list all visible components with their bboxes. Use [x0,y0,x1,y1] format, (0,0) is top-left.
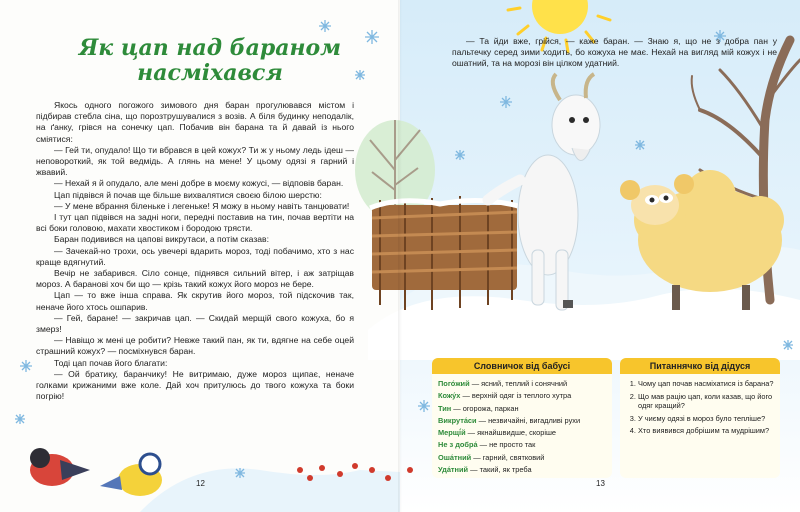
story-continuation [452,36,777,70]
glossary-heading: Словничок від бабусі [432,358,612,374]
glossary-item [438,378,606,390]
story-paragraph: Цап — то вже інша справа. Як скрутив його мороз, той підскочив так, неначе його хтось ошпарив. [36,290,354,312]
glossary-item [438,464,606,476]
glossary-definition: — якнайшвидше, скоріше [465,428,557,438]
story-paragraph: — У мене вбрання біленьке і легеньке! Я можу в ньому навіть танцювати! [54,200,350,211]
glossary-item [438,427,606,439]
glossary-word: Пого́жий [438,379,470,388]
glossary-box [432,358,612,478]
story-paragraph: Цап підвівся й почав ще більше вихвалятися своєю білою шерстю: [54,189,322,200]
story-paragraph: — Нехай я й опудало, але мені добре в моєму кожусі, — відповів баран. [54,178,344,189]
questions-heading: Питаннячко від дідуся [620,358,780,374]
story-paragraph: — Зачекай-но трохи, ось увечері вдарить мороз, тоді побачимо, хто з нас краще вдягнутий. [36,245,354,267]
glossary-word: Кожу́х [438,391,461,401]
glossary-word: Викрута́си [438,415,477,425]
glossary-definition: — такий, як треба [468,465,532,475]
questions-box [620,358,780,478]
glossary-definition: — не просто так [477,440,536,450]
story-paragraph: — Та йди вже, грійся, — каже баран. — Знаю я, що не з добра пан у пальтечку серед зими ходить, бо кожуха не має. Нехай на вигляд мій кожух і не ошатний, та на морозі він цілком удатний. [452,36,777,69]
glossary-item [438,439,606,451]
story-paragraph: Тоді цап почав його благати: [54,357,168,368]
question-item: 1. Чому цап почав насміхатися із барана? [638,379,774,389]
glossary-definition: — незвичайні, вигадливі рухи [476,415,581,425]
glossary-word: Уда́тний [438,465,469,475]
glossary-item [438,403,606,415]
glossary-word: Тин [438,403,452,413]
glossary-word: Оша́тний [438,452,472,462]
story-text [36,100,354,402]
story-title-line2: насміхався [137,60,283,86]
story-title [60,36,360,86]
story-paragraph: Вечір не забарився. Сіло сонце, піднявся сильний вітер, і аж затріщав мороз. А баранові хоч би що — крізь такий кожух його мороз не бере. [36,268,354,290]
story-paragraph: — Ой братику, баранчику! Не витримаю, дуже мороз щипає, неначе голками крижаними вже коле. Дай хоч притулюсь до твого кожуха та боки погрію! [36,368,354,402]
story-paragraph: Якось одного погожого зимового дня баран прогулювався містом і підбирав стебла сіна, що порозтрушувалися з возів. А біля будинку неподалік, на ґанку, грівся на сонечку цап. Побачив він барана та й давай із нього сміятися: [36,100,354,144]
glossary-item [438,390,606,402]
glossary-item [438,452,606,464]
glossary-definition: — огорожа, паркан [451,403,519,413]
story-paragraph: Баран подивився на цапові викрутаси, а потім сказав: [54,234,270,245]
blue-tit-icon [100,454,162,496]
questions-list [620,379,780,436]
glossary-definition: — ясний, теплий і сонячний [469,379,568,388]
story-paragraph: — Гей ти, опудало! Що ти вбрався в цей кожух? Ти ж у ньому ледь ідеш — неповороткий, як той ведмідь. А глянь на мене! У цьому одязі я гарний і жвавий. [36,144,354,178]
story-paragraph: І тут цап підвівся на задні ноги, передні поставив на тин, почав вертіти на всі боки головою, махати хвостиком і бородою трясти. [36,212,354,234]
page-number-right: 13 [596,479,605,488]
question-item: 2. Що мав рацію цап, коли казав, що його одяг кращий? [638,392,774,411]
story-paragraph: — Навіщо ж мені це робити? Невже такий пан, як ти, вдягне на себе оцей страшний кожух? — посміхнувся баран. [36,335,354,357]
story-title-line1: Як цап над бараном [78,35,342,61]
page-number-left: 12 [196,479,205,488]
glossary-word: Не з добра́ [438,440,478,450]
glossary-item [438,415,606,427]
page-gutter [398,0,402,512]
question-item: 3. У чиєму одязі в мороз було тепліше? [638,414,774,424]
question-item: 4. Хто виявився добрішим та мудрішим? [638,426,774,436]
glossary-definition: — гарний, святковий [471,452,545,462]
story-paragraph: — Гей, баране! — закричав цап. — Скидай мерщій свого кожуха, бо я змерз! [36,312,354,335]
glossary-list [432,378,612,476]
bullfinch-icon [30,448,90,486]
snow-drift-left [140,468,400,512]
glossary-word: Мерщі́й [438,428,466,438]
glossary-definition: — верхній одяг із теплого хутра [460,391,572,401]
